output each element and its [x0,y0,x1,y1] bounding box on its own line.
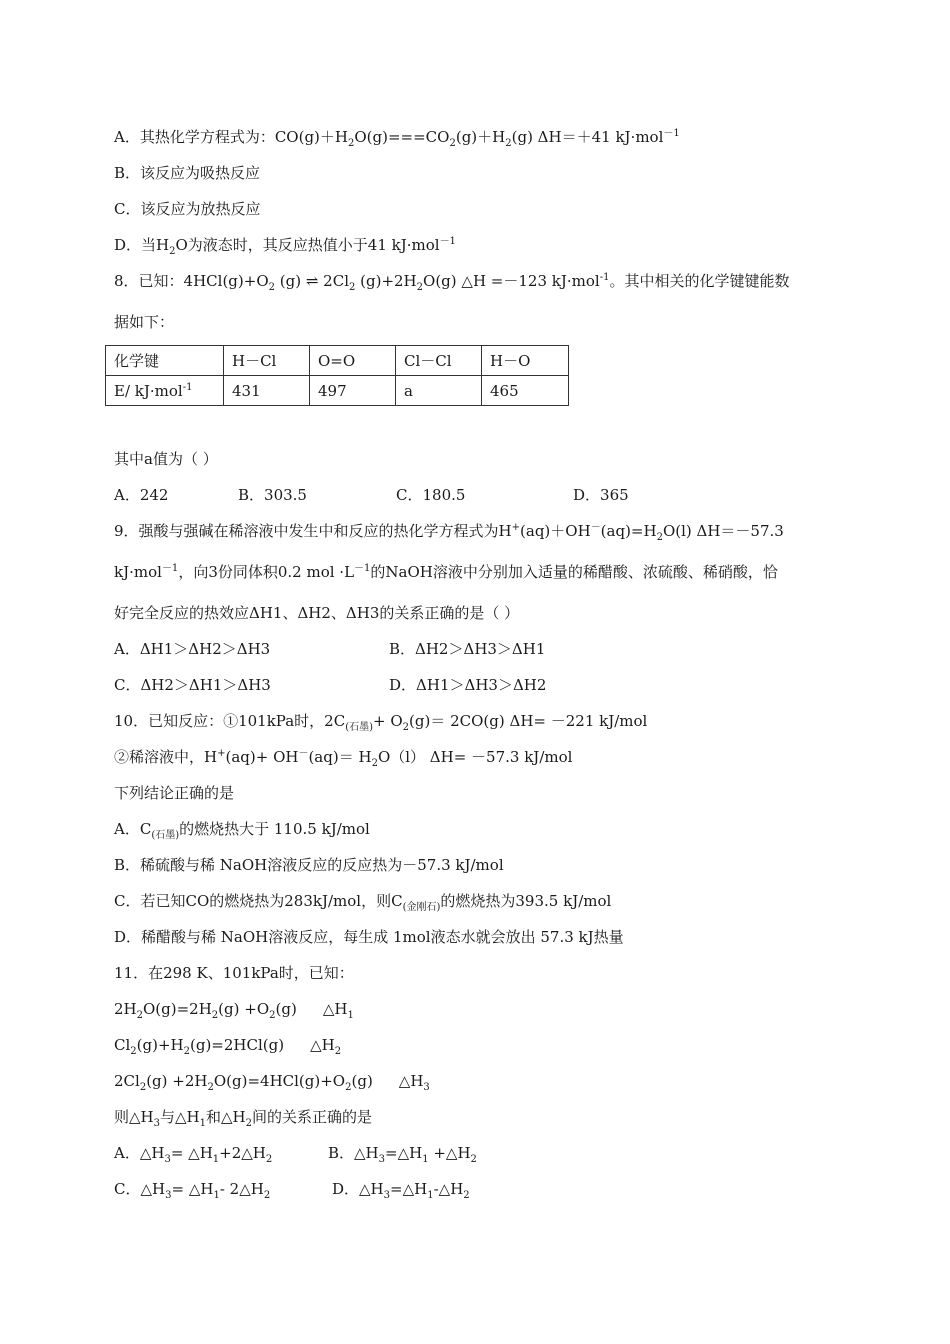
text: (g) [351,1072,373,1090]
table-row [106,346,569,376]
q10-stem-line2 [114,747,572,767]
superscript: + [511,522,521,533]
subscript: 2 [345,1082,352,1093]
subscript: 2 [656,532,663,543]
subscript: 2 [139,1082,147,1093]
table-cell: 497 [310,376,396,406]
q8-question: 其中a值为（ ） [114,450,218,468]
subscript: 1 [347,1010,354,1021]
text: 2H [114,1000,137,1018]
subscript: 2 [169,246,176,257]
text: +△H [428,1144,471,1162]
text: (g)+H [136,1036,184,1054]
subscript: 3 [164,1154,171,1165]
q8-option-b: B．303.5 [238,486,307,504]
subscript: 2 [263,1190,271,1201]
q7-option-b: B．该反应为吸热反应 [114,164,261,182]
text: 9．强酸与强碱在稀溶液中发生中和反应的热化学方程式为H [114,522,512,540]
q11-option-d [332,1179,470,1199]
text: 8．已知：4HCl(g)+O [114,272,269,290]
subscript: 2 [402,722,410,733]
q8-option-d: D．365 [573,486,629,504]
text: (aq)=H [600,522,657,540]
subscript: 1 [422,1154,429,1165]
q10-option-c [114,891,611,911]
text: O(g)=2H [143,1000,212,1018]
text: O(g)===CO [354,128,450,146]
superscript: -1 [182,381,193,393]
q11-equation-1 [114,999,354,1019]
text: (g) ΔH＝＋41 kJ·mol [511,128,664,146]
subscript: 2 [505,138,512,149]
subscript: 1 [213,1190,220,1201]
table-cell: O=O [310,346,396,376]
text: 的燃烧热大于 110.5 kJ/mol [179,820,370,838]
text: O(l) ΔH＝－57.3 [662,522,784,540]
text: (g) ⇌ 2Cl [275,272,349,290]
text: △H [310,1036,335,1054]
text: D．当H [114,236,170,254]
text: D．△H [332,1180,384,1198]
q11-question [114,1107,372,1127]
text: -△H [433,1180,464,1198]
q9-stem-line2 [114,562,778,582]
superscript: －1 [354,563,371,574]
q8-option-a: A．242 [114,486,169,504]
table-cell: Cl－Cl [396,346,482,376]
text: C．若已知CO的燃烧热为283kJ/mol，则C [114,892,403,910]
text: (aq)＋OH [520,522,591,540]
text: E/ kJ·mol [114,381,183,400]
subscript: 2 [269,1010,276,1021]
text: 的NaOH溶液中分别加入适量的稀醋酸、浓硫酸、稀硝酸，恰 [370,563,778,581]
text: +2△H [219,1144,266,1162]
subscript: (金刚石) [402,902,441,913]
text: ②稀溶液中，H [114,748,218,766]
q8-stem-line2: 据如下： [114,313,175,331]
text: (g)+2H [355,272,417,290]
table-cell: a [396,376,482,406]
q11-option-a [114,1143,272,1163]
superscript: －1 [439,236,456,247]
q10-stem-line1 [114,711,647,731]
q9-stem-line3: 好完全反应的热效应ΔH1、ΔH2、ΔH3的关系正确的是（ ） [114,604,520,622]
subscript: 3 [383,1190,391,1201]
text: △H [322,1000,348,1018]
q10-stem-line3: 下列结论正确的是 [114,784,235,802]
text: + O [373,712,403,730]
superscript: -1 [599,272,610,283]
subscript: 2 [348,138,355,149]
subscript: 2 [245,1118,252,1129]
subscript: 1 [199,1118,206,1129]
q9-stem-line1 [114,521,784,541]
text: A．C [114,820,152,838]
superscript: － [590,522,601,533]
text: (g)＋H [455,128,506,146]
superscript: － [298,748,309,759]
table-cell: 465 [482,376,569,406]
text: 。其中相关的化学键键能数 [609,272,790,290]
subscript: 3 [423,1082,430,1093]
q7-option-a [114,127,680,147]
subscript: 2 [211,1010,219,1021]
subscript: 1 [212,1154,220,1165]
q11-option-c [114,1179,270,1199]
q11-stem: 11．在298 K、101kPa时，已知： [114,964,354,982]
text: (g) +O [218,1000,270,1018]
text: (aq)+ OH [225,748,299,766]
text: 2Cl [114,1072,140,1090]
subscript: 2 [334,1046,342,1057]
q11-equation-3 [114,1071,430,1091]
subscript: 3 [165,1190,172,1201]
q9-option-b: B．ΔH2＞ΔH3＞ΔH1 [389,640,546,658]
text: (g)=2HCl(g) [190,1036,285,1054]
text: △H [398,1072,424,1090]
table-row [106,376,569,406]
q10-option-d: D．稀醋酸与稀 NaOH溶液反应，每生成 1mol液态水就会放出 57.3 kJ热量 [114,928,624,946]
text: A．△H [114,1144,165,1162]
table-cell: H－O [482,346,569,376]
subscript: 2 [371,758,378,769]
text: ，向3份同体积0.2 mol ·L [178,563,355,581]
text: - 2△H [219,1180,264,1198]
text: (aq)＝ H [308,748,372,766]
q9-option-a: A．ΔH1＞ΔH2＞ΔH3 [114,640,271,658]
text: O(g) △H =－123 kJ·mol [423,272,600,290]
subscript: 2 [265,1154,273,1165]
subscript: 2 [349,282,356,293]
bond-energy-table [105,345,569,406]
q11-option-b [328,1143,477,1163]
text: O为液态时，其反应热值小于41 kJ·mol [175,236,440,254]
q7-option-d [114,235,456,255]
q8-stem [114,271,789,291]
subscript: 2 [183,1046,190,1057]
subscript: 3 [153,1118,160,1129]
q11-equation-2 [114,1035,341,1055]
text: C．△H [114,1180,166,1198]
table-cell: 431 [224,376,310,406]
subscript: (石墨) [345,722,374,733]
text: =△H [385,1144,423,1162]
text: 则△H [114,1108,154,1126]
subscript: (石墨) [151,830,180,841]
text: 和△H [206,1108,246,1126]
text: (g)＝ 2CO(g) ΔH= －221 kJ/mol [409,712,648,730]
subscript: 2 [136,1010,143,1021]
text: Cl [114,1036,131,1054]
text: (g) [275,1000,297,1018]
subscript: 2 [130,1046,137,1057]
table-cell: H－Cl [224,346,310,376]
text: = △H [170,1144,213,1162]
superscript: －1 [161,563,179,574]
superscript: －1 [663,128,680,139]
q8-option-c: C．180.5 [396,486,466,504]
subscript: 2 [207,1082,214,1093]
text: =△H [390,1180,428,1198]
text: B．△H [328,1144,379,1162]
text: 与△H [160,1108,200,1126]
text: 10．已知反应：①101kPa时，2C [114,712,346,730]
text: A．其热化学方程式为：CO(g)＋H [114,128,348,146]
q10-option-a [114,819,370,839]
subscript: 3 [378,1154,386,1165]
text: = △H [171,1180,214,1198]
q9-option-d: D．ΔH1＞ΔH3＞ΔH2 [389,676,547,694]
subscript: 2 [463,1190,470,1201]
text: (g) +2H [146,1072,208,1090]
subscript: 2 [268,282,275,293]
subscript: 2 [449,138,456,149]
text: O(g)=4HCl(g)+O [213,1072,346,1090]
table-cell [106,376,224,406]
text: kJ·mol [114,563,162,581]
subscript: 2 [470,1154,477,1165]
subscript: 1 [427,1190,434,1201]
text: O（l） ΔH= －57.3 kJ/mol [377,748,573,766]
subscript: 2 [416,282,424,293]
q7-option-c: C．该反应为放热反应 [114,200,261,218]
q9-option-c: C．ΔH2＞ΔH1＞ΔH3 [114,676,271,694]
text: 间的关系正确的是 [252,1108,373,1126]
table-cell: 化学键 [106,346,224,376]
q10-option-b: B．稀硫酸与稀 NaOH溶液反应的反应热为－57.3 kJ/mol [114,856,504,874]
superscript: + [217,748,226,759]
text: 的燃烧热为393.5 kJ/mol [440,892,612,910]
